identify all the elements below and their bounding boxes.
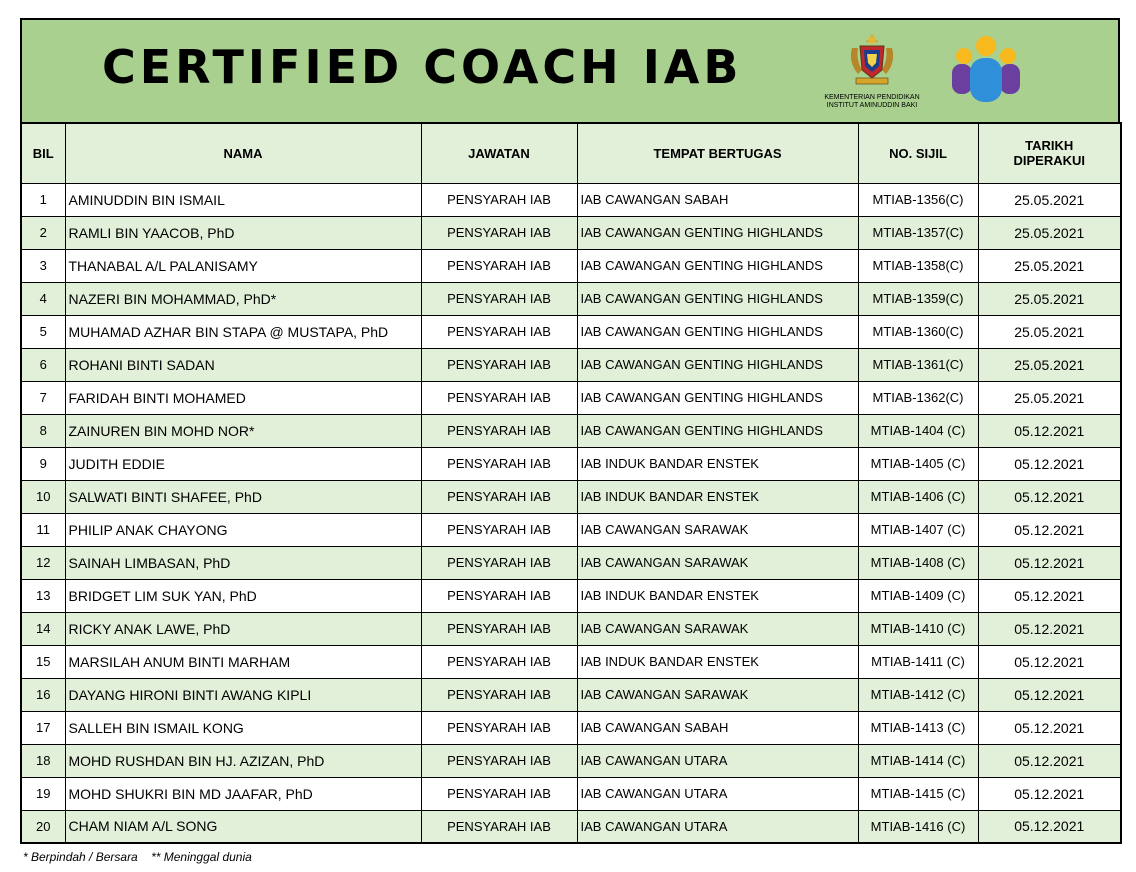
col-header-bil: BIL bbox=[21, 123, 65, 183]
coach-table bbox=[20, 122, 1122, 844]
cell-sijil: MTIAB-1410 (C) bbox=[858, 612, 978, 645]
col-header-tempat: TEMPAT BERTUGAS bbox=[577, 123, 858, 183]
cell-jawatan: PENSYARAH IAB bbox=[421, 216, 577, 249]
col-header-tarikh-line2: DIPERAKUI bbox=[1013, 153, 1085, 169]
cell-tarikh: 05.12.2021 bbox=[978, 579, 1121, 612]
cell-tempat: IAB CAWANGAN GENTING HIGHLANDS bbox=[577, 381, 858, 414]
cell-tarikh: 05.12.2021 bbox=[978, 546, 1121, 579]
table-row bbox=[21, 216, 1121, 249]
cell-jawatan: PENSYARAH IAB bbox=[421, 612, 577, 645]
table-row bbox=[21, 348, 1121, 381]
table-row bbox=[21, 546, 1121, 579]
cell-tarikh: 05.12.2021 bbox=[978, 810, 1121, 843]
cell-nama: JUDITH EDDIE bbox=[65, 447, 421, 480]
cell-jawatan: PENSYARAH IAB bbox=[421, 678, 577, 711]
table-row bbox=[21, 711, 1121, 744]
cell-sijil: MTIAB-1405 (C) bbox=[858, 447, 978, 480]
table-row bbox=[21, 777, 1121, 810]
table-row bbox=[21, 381, 1121, 414]
cell-jawatan: PENSYARAH IAB bbox=[421, 381, 577, 414]
col-header-sijil: NO. SIJIL bbox=[858, 123, 978, 183]
cell-tarikh: 05.12.2021 bbox=[978, 744, 1121, 777]
cell-tempat: IAB CAWANGAN GENTING HIGHLANDS bbox=[577, 249, 858, 282]
cell-tarikh: 05.12.2021 bbox=[978, 777, 1121, 810]
cell-tempat: IAB CAWANGAN UTARA bbox=[577, 810, 858, 843]
cell-sijil: MTIAB-1406 (C) bbox=[858, 480, 978, 513]
cell-bil: 16 bbox=[21, 678, 65, 711]
cell-nama: SAINAH LIMBASAN, PhD bbox=[65, 546, 421, 579]
table-row bbox=[21, 414, 1121, 447]
table-row bbox=[21, 282, 1121, 315]
table-row bbox=[21, 315, 1121, 348]
cell-tarikh: 25.05.2021 bbox=[978, 183, 1121, 216]
cell-bil: 18 bbox=[21, 744, 65, 777]
cell-bil: 15 bbox=[21, 645, 65, 678]
cell-bil: 5 bbox=[21, 315, 65, 348]
cell-tarikh: 25.05.2021 bbox=[978, 282, 1121, 315]
col-header-tarikh-line1: TARIKH bbox=[1025, 138, 1074, 154]
cell-jawatan: PENSYARAH IAB bbox=[421, 711, 577, 744]
cell-tempat: IAB CAWANGAN GENTING HIGHLANDS bbox=[577, 414, 858, 447]
cell-nama: SALWATI BINTI SHAFEE, PhD bbox=[65, 480, 421, 513]
table-row bbox=[21, 447, 1121, 480]
cell-sijil: MTIAB-1361(C) bbox=[858, 348, 978, 381]
certified-coach-sheet bbox=[20, 18, 1120, 844]
cell-nama: CHAM NIAM A/L SONG bbox=[65, 810, 421, 843]
cell-jawatan: PENSYARAH IAB bbox=[421, 645, 577, 678]
cell-bil: 2 bbox=[21, 216, 65, 249]
cell-bil: 3 bbox=[21, 249, 65, 282]
table-row bbox=[21, 579, 1121, 612]
cell-sijil: MTIAB-1360(C) bbox=[858, 315, 978, 348]
cell-nama: AMINUDDIN BIN ISMAIL bbox=[65, 183, 421, 216]
cell-jawatan: PENSYARAH IAB bbox=[421, 744, 577, 777]
cell-tempat: IAB CAWANGAN SARAWAK bbox=[577, 513, 858, 546]
cell-tarikh: 05.12.2021 bbox=[978, 513, 1121, 546]
cell-jawatan: PENSYARAH IAB bbox=[421, 183, 577, 216]
cell-nama: SALLEH BIN ISMAIL KONG bbox=[65, 711, 421, 744]
title-banner bbox=[20, 18, 1120, 122]
cell-jawatan: PENSYARAH IAB bbox=[421, 777, 577, 810]
cell-tarikh: 05.12.2021 bbox=[978, 645, 1121, 678]
cell-tarikh: 05.12.2021 bbox=[978, 612, 1121, 645]
crest-caption bbox=[816, 94, 928, 110]
cell-tarikh: 05.12.2021 bbox=[978, 480, 1121, 513]
table-row bbox=[21, 249, 1121, 282]
table-row bbox=[21, 744, 1121, 777]
cell-bil: 17 bbox=[21, 711, 65, 744]
cell-sijil: MTIAB-1358(C) bbox=[858, 249, 978, 282]
cell-sijil: MTIAB-1411 (C) bbox=[858, 645, 978, 678]
cell-nama: MOHD SHUKRI BIN MD JAAFAR, PhD bbox=[65, 777, 421, 810]
table-row bbox=[21, 645, 1121, 678]
cell-nama: ZAINUREN BIN MOHD NOR* bbox=[65, 414, 421, 447]
ministry-crest bbox=[822, 30, 922, 110]
coat-of-arms-icon bbox=[844, 30, 900, 92]
cell-bil: 12 bbox=[21, 546, 65, 579]
cell-bil: 8 bbox=[21, 414, 65, 447]
col-header-nama: NAMA bbox=[65, 123, 421, 183]
cell-sijil: MTIAB-1356(C) bbox=[858, 183, 978, 216]
cell-tarikh: 25.05.2021 bbox=[978, 216, 1121, 249]
cell-tarikh: 25.05.2021 bbox=[978, 315, 1121, 348]
cell-nama: RAMLI BIN YAACOB, PhD bbox=[65, 216, 421, 249]
cell-sijil: MTIAB-1413 (C) bbox=[858, 711, 978, 744]
cell-sijil: MTIAB-1412 (C) bbox=[858, 678, 978, 711]
cell-tempat: IAB INDUK BANDAR ENSTEK bbox=[577, 645, 858, 678]
cell-nama: ROHANI BINTI SADAN bbox=[65, 348, 421, 381]
table-row bbox=[21, 810, 1121, 843]
cell-tarikh: 25.05.2021 bbox=[978, 381, 1121, 414]
cell-tarikh: 05.12.2021 bbox=[978, 447, 1121, 480]
table-header-row bbox=[21, 123, 1121, 183]
cell-tarikh: 25.05.2021 bbox=[978, 348, 1121, 381]
table-row bbox=[21, 480, 1121, 513]
cell-jawatan: PENSYARAH IAB bbox=[421, 414, 577, 447]
cell-bil: 14 bbox=[21, 612, 65, 645]
cell-tempat: IAB INDUK BANDAR ENSTEK bbox=[577, 579, 858, 612]
cell-tempat: IAB CAWANGAN UTARA bbox=[577, 777, 858, 810]
cell-tempat: IAB CAWANGAN SARAWAK bbox=[577, 678, 858, 711]
cell-bil: 9 bbox=[21, 447, 65, 480]
cell-jawatan: PENSYARAH IAB bbox=[421, 348, 577, 381]
cell-bil: 20 bbox=[21, 810, 65, 843]
cell-bil: 1 bbox=[21, 183, 65, 216]
footnote bbox=[23, 850, 252, 864]
cell-sijil: MTIAB-1362(C) bbox=[858, 381, 978, 414]
cell-bil: 10 bbox=[21, 480, 65, 513]
table-row bbox=[21, 612, 1121, 645]
cell-jawatan: PENSYARAH IAB bbox=[421, 282, 577, 315]
cell-nama: NAZERI BIN MOHAMMAD, PhD* bbox=[65, 282, 421, 315]
cell-tempat: IAB CAWANGAN GENTING HIGHLANDS bbox=[577, 315, 858, 348]
cell-bil: 4 bbox=[21, 282, 65, 315]
crest-line-institute: INSTITUT AMINUDDIN BAKI bbox=[826, 102, 918, 109]
cell-nama: MUHAMAD AZHAR BIN STAPA @ MUSTAPA, PhD bbox=[65, 315, 421, 348]
footnote-transferred: * Berpindah / Bersara bbox=[23, 850, 138, 864]
cell-tempat: IAB CAWANGAN GENTING HIGHLANDS bbox=[577, 216, 858, 249]
cell-tempat: IAB CAWANGAN UTARA bbox=[577, 744, 858, 777]
cell-jawatan: PENSYARAH IAB bbox=[421, 249, 577, 282]
cell-sijil: MTIAB-1414 (C) bbox=[858, 744, 978, 777]
cell-nama: DAYANG HIRONI BINTI AWANG KIPLI bbox=[65, 678, 421, 711]
cell-bil: 7 bbox=[21, 381, 65, 414]
cell-sijil: MTIAB-1415 (C) bbox=[858, 777, 978, 810]
cell-tempat: IAB INDUK BANDAR ENSTEK bbox=[577, 447, 858, 480]
cell-sijil: MTIAB-1404 (C) bbox=[858, 414, 978, 447]
cell-jawatan: PENSYARAH IAB bbox=[421, 480, 577, 513]
cell-jawatan: PENSYARAH IAB bbox=[421, 546, 577, 579]
cell-nama: PHILIP ANAK CHAYONG bbox=[65, 513, 421, 546]
page-title: CERTIFIED COACH IAB bbox=[102, 40, 743, 94]
cell-tarikh: 05.12.2021 bbox=[978, 678, 1121, 711]
cell-nama: RICKY ANAK LAWE, PhD bbox=[65, 612, 421, 645]
cell-sijil: MTIAB-1407 (C) bbox=[858, 513, 978, 546]
people-group-icon bbox=[950, 34, 1022, 106]
table-row bbox=[21, 678, 1121, 711]
cell-jawatan: PENSYARAH IAB bbox=[421, 315, 577, 348]
cell-tempat: IAB CAWANGAN SABAH bbox=[577, 711, 858, 744]
cell-tarikh: 25.05.2021 bbox=[978, 249, 1121, 282]
cell-tempat: IAB CAWANGAN GENTING HIGHLANDS bbox=[577, 348, 858, 381]
col-header-tarikh bbox=[978, 123, 1121, 183]
cell-nama: FARIDAH BINTI MOHAMED bbox=[65, 381, 421, 414]
cell-bil: 19 bbox=[21, 777, 65, 810]
cell-bil: 6 bbox=[21, 348, 65, 381]
cell-bil: 13 bbox=[21, 579, 65, 612]
col-header-jawatan: JAWATAN bbox=[421, 123, 577, 183]
crest-line-ministry: KEMENTERIAN PENDIDIKAN bbox=[824, 94, 920, 101]
cell-sijil: MTIAB-1416 (C) bbox=[858, 810, 978, 843]
cell-tempat: IAB CAWANGAN GENTING HIGHLANDS bbox=[577, 282, 858, 315]
cell-tempat: IAB CAWANGAN SABAH bbox=[577, 183, 858, 216]
table-row bbox=[21, 513, 1121, 546]
cell-tarikh: 05.12.2021 bbox=[978, 711, 1121, 744]
cell-nama: MOHD RUSHDAN BIN HJ. AZIZAN, PhD bbox=[65, 744, 421, 777]
cell-sijil: MTIAB-1408 (C) bbox=[858, 546, 978, 579]
cell-jawatan: PENSYARAH IAB bbox=[421, 579, 577, 612]
cell-sijil: MTIAB-1357(C) bbox=[858, 216, 978, 249]
cell-bil: 11 bbox=[21, 513, 65, 546]
cell-tempat: IAB CAWANGAN SARAWAK bbox=[577, 546, 858, 579]
cell-jawatan: PENSYARAH IAB bbox=[421, 810, 577, 843]
cell-sijil: MTIAB-1409 (C) bbox=[858, 579, 978, 612]
footnote-deceased: ** Meninggal dunia bbox=[151, 850, 252, 864]
cell-tempat: IAB INDUK BANDAR ENSTEK bbox=[577, 480, 858, 513]
cell-jawatan: PENSYARAH IAB bbox=[421, 513, 577, 546]
cell-sijil: MTIAB-1359(C) bbox=[858, 282, 978, 315]
cell-nama: BRIDGET LIM SUK YAN, PhD bbox=[65, 579, 421, 612]
cell-nama: MARSILAH ANUM BINTI MARHAM bbox=[65, 645, 421, 678]
cell-nama: THANABAL A/L PALANISAMY bbox=[65, 249, 421, 282]
cell-tarikh: 05.12.2021 bbox=[978, 414, 1121, 447]
cell-tempat: IAB CAWANGAN SARAWAK bbox=[577, 612, 858, 645]
cell-jawatan: PENSYARAH IAB bbox=[421, 447, 577, 480]
table-row bbox=[21, 183, 1121, 216]
